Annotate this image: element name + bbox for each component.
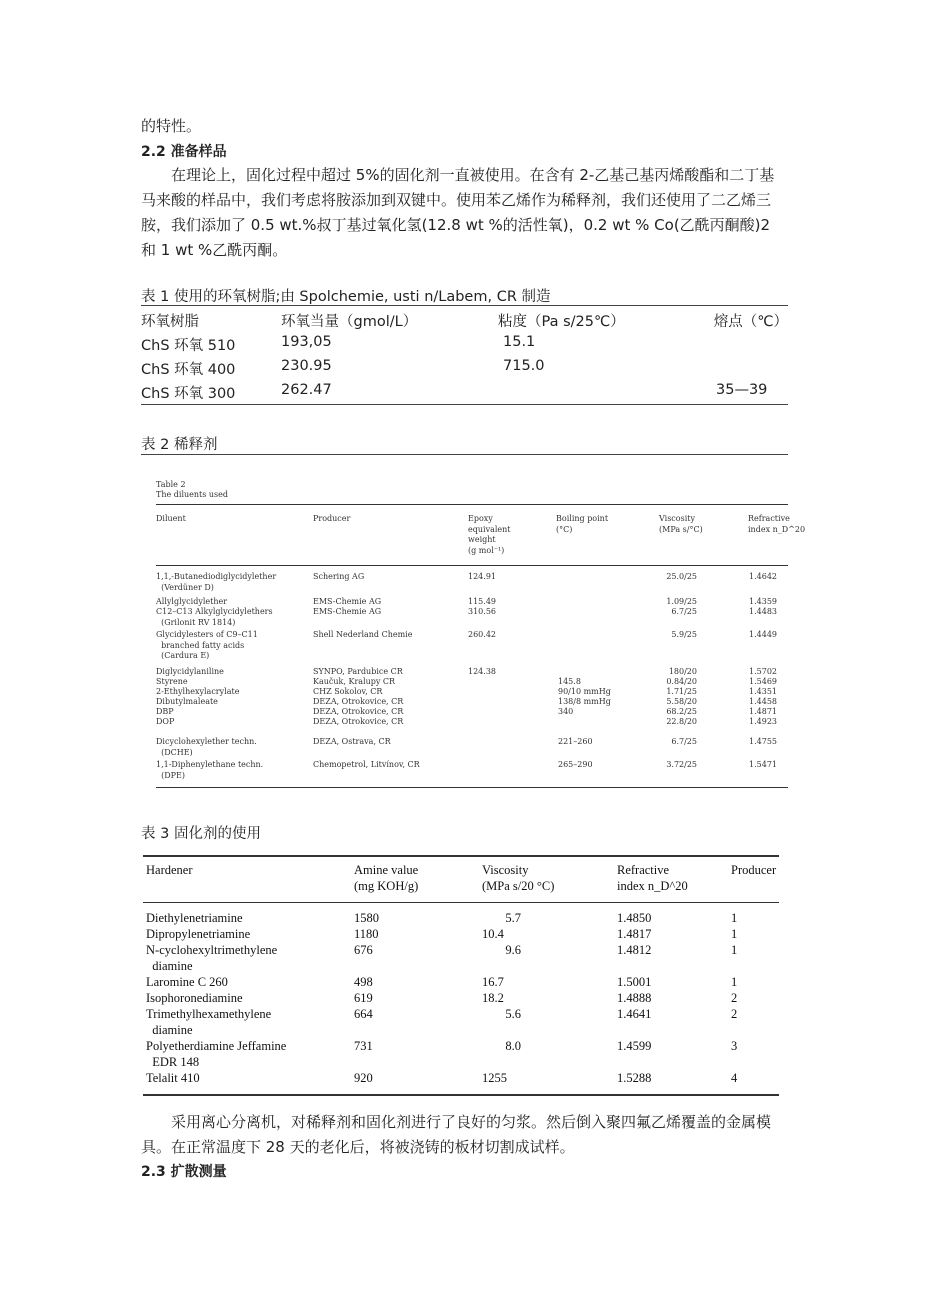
table2-visc-cell: 6.7/25 (671, 607, 697, 616)
table3-amine-cell: 920 (354, 1071, 373, 1085)
table3-ri-cell: 1.4599 (617, 1039, 652, 1053)
table2-visc-cell: 6.7/25 (671, 737, 697, 746)
table2-bp-cell: 221–260 (558, 737, 593, 746)
table2-bp-cell: 138/8 mmHg (558, 697, 611, 706)
table3-visc-cell: 16.7 (482, 975, 504, 989)
table2-producer-cell: Kaučuk, Kralupy CR (313, 677, 396, 686)
table3-hardener-cell: Diethylenetriamine (146, 911, 243, 925)
table1-cell: ChS 环氧 510 (141, 338, 236, 354)
table3-visc-cell: 5.6 (505, 1007, 521, 1021)
table1-cell: 230.95 (281, 358, 332, 374)
table2-bottom-rule (156, 787, 788, 788)
table3-amine-cell: 1580 (354, 911, 379, 925)
table2-bp-cell: 265–290 (558, 760, 593, 769)
table3-caption: 表 3 固化剂的使用 (141, 826, 261, 842)
table3-visc-cell: 9.6 (505, 943, 521, 957)
table2-header-cell: Refractive index n_D^20 (748, 514, 806, 534)
table3-hardener-cell: Dipropylenetriamine (146, 927, 251, 941)
table2-header-cell: Producer (313, 514, 351, 523)
table2-ri-cell: 1.4483 (749, 607, 777, 616)
table3-amine-cell: 676 (354, 943, 373, 957)
table3-hardener-cell: Polyetherdiamine Jeffamine EDR 148 (146, 1039, 287, 1069)
table1-top-rule (141, 305, 788, 306)
table3-producer-cell: 2 (731, 991, 738, 1005)
table3-amine-cell: 1180 (354, 927, 379, 941)
table1-cell: ChS 环氧 300 (141, 386, 236, 402)
table2-diluent-cell: Diglycidylaniline (156, 667, 224, 676)
table1-cell: ChS 环氧 400 (141, 362, 236, 378)
table2-ri-cell: 1.4923 (749, 717, 777, 726)
table3-header-cell: Amine value (mg KOH/g) (354, 863, 419, 893)
table2-producer-cell: Schering AG (313, 572, 365, 581)
table3-ri-cell: 1.4812 (617, 943, 652, 957)
after-tables-paragraph: 采用离心分离机，对稀释剂和固化剂进行了良好的匀浆。然后倒入聚四氟乙烯覆盖的金属模具。在正常温度下 28 天的老化后，将被浇铸的板材切割成试样。 (141, 1113, 772, 1156)
table3-visc-cell: 8.0 (505, 1039, 521, 1053)
table3-hardener-cell: Trimethylhexamethylene diamine (146, 1007, 272, 1037)
table3-producer-cell: 4 (731, 1071, 738, 1085)
table2-producer-cell: Shell Nederland Chemie (313, 630, 413, 639)
table2-ri-cell: 1.4359 (749, 597, 777, 606)
table2-ri-cell: 1.4351 (749, 687, 777, 696)
table3-visc-cell: 10.4 (482, 927, 504, 941)
table2-visc-cell: 1.09/25 (666, 597, 697, 606)
table2-diluent-cell: Allylglycidylether (156, 597, 228, 606)
table1-cell: 262.47 (281, 382, 332, 398)
table3-header-cell: Hardener (146, 863, 193, 877)
table2-producer-cell: DEZA, Ostrava, CR (313, 737, 391, 746)
table2-scan-subtitle: The diluents used (156, 490, 229, 499)
table3-producer-cell: 2 (731, 1007, 738, 1021)
table2-visc-cell: 0.84/20 (666, 677, 697, 686)
table2-producer-cell: Chemopetrol, Litvínov, CR (313, 760, 420, 769)
table2-producer-cell: DEZA, Otrokovice, CR (313, 697, 404, 706)
table2-ri-cell: 1.4755 (749, 737, 777, 746)
table2-visc-cell: 25.0/25 (666, 572, 697, 581)
table2-visc-cell: 3.72/25 (666, 760, 697, 769)
table1-header-cell: 环氧当量（gmol/L） (281, 314, 418, 330)
table2-ri-cell: 1.4458 (749, 697, 777, 706)
table2-producer-cell: DEZA, Otrokovice, CR (313, 717, 404, 726)
table2-producer-cell: SYNPO, Pardubice CR (313, 667, 403, 676)
table2-ri-cell: 1.5469 (749, 677, 777, 686)
table3-hardener-cell: Isophoronediamine (146, 991, 243, 1005)
table2-caption-rule (141, 454, 788, 455)
table1-caption: 表 1 使用的环氧树脂;由 Spolchemie, usti n/Labem, CR 制造 (141, 289, 551, 305)
table2-header-cell: Diluent (156, 514, 186, 523)
table2-header-cell: Boiling point (°C) (556, 514, 609, 534)
table2-producer-cell: DEZA, Otrokovice, CR (313, 707, 404, 716)
table3-ri-cell: 1.4850 (617, 911, 652, 925)
table3-hardener-cell: N-cyclohexyltrimethylene diamine (146, 943, 278, 973)
table3-header-cell: Viscosity (MPa s/20 °C) (482, 863, 555, 893)
table3-producer-cell: 3 (731, 1039, 738, 1053)
table2-diluent-cell: Glycidylesters of C9–C11 branched fatty acids (Cardura E) (156, 630, 258, 660)
table2-epoxy-cell: 260.42 (468, 630, 496, 639)
table2-visc-cell: 180/20 (668, 667, 697, 676)
table1-cell: 15.1 (503, 334, 536, 350)
table2-header-rule (156, 565, 788, 566)
table2-diluent-cell: C12–C13 Alkylglycidylethers (Grilonit RV 1814) (156, 607, 273, 627)
table3-hardener-cell: Telalit 410 (146, 1071, 200, 1085)
table3-hardener-cell: Laromine C 260 (146, 975, 228, 989)
table2-header-cell: Viscosity (MPa s/°C) (659, 514, 703, 534)
table3-bottom-rule (143, 1094, 779, 1096)
section-heading-2-3: 2.3 扩散测量 (141, 1164, 227, 1180)
table1-cell: 193,05 (281, 334, 332, 350)
table2-visc-cell: 22.8/20 (666, 717, 697, 726)
table3-ri-cell: 1.4888 (617, 991, 652, 1005)
table3-header-cell: Producer (731, 863, 777, 877)
table3-ri-cell: 1.5001 (617, 975, 652, 989)
table3-ri-cell: 1.4817 (617, 927, 652, 941)
section-2-2-paragraph: 在理论上，固化过程中超过 5%的固化剂一直被使用。在含有 2-乙基己基丙烯酸酯和二丁基马来酸的样品中，我们考虑将胺添加到双键中。使用苯乙烯作为稀释剂，我们还使用了二乙烯三胺，我们添加了 0.5 wt.%叔丁基过氧化氢(12.8 wt %的活性氧)，0.2 wt % Co(乙酰丙酮酸)2 和 1 wt %乙酰丙酮。 (141, 166, 775, 259)
table2-producer-cell: CHZ Sokolov, CR (313, 687, 383, 696)
table2-bp-cell: 340 (558, 707, 574, 716)
table2-bp-cell: 90/10 mmHg (558, 687, 611, 696)
table2-header-cell: Epoxy equivalent weight (g mol⁻¹) (468, 514, 511, 555)
table2-ri-cell: 1.5702 (749, 667, 777, 676)
table2-visc-cell: 5.9/25 (671, 630, 697, 639)
table2-ri-cell: 1.4642 (749, 572, 777, 581)
table2-visc-cell: 68.2/25 (666, 707, 697, 716)
table2-epoxy-cell: 115.49 (468, 597, 496, 606)
table2-top-rule (156, 504, 788, 505)
table2-epoxy-cell: 310.56 (468, 607, 496, 616)
table2-visc-cell: 5.58/20 (666, 697, 697, 706)
table3-top-rule (143, 855, 779, 857)
table3-visc-cell: 18.2 (482, 991, 504, 1005)
table2-diluent-cell: DBP (156, 707, 174, 716)
table2-diluent-cell: 1,1-Diphenylethane techn. (DPE) (156, 760, 264, 780)
table3-producer-cell: 1 (731, 927, 738, 941)
table1-bottom-rule (141, 404, 788, 405)
table2-bp-cell: 145.8 (558, 677, 581, 686)
table2-scan-title: Table 2 (156, 480, 186, 489)
table2-ri-cell: 1.4449 (749, 630, 777, 639)
table3-visc-cell: 5.7 (505, 911, 521, 925)
table2-diluent-cell: Styrene (156, 677, 188, 686)
table2-diluent-cell: Dibutylmaleate (156, 697, 218, 706)
table1-cell: 715.0 (503, 358, 545, 374)
table2-diluent-cell: DOP (156, 717, 175, 726)
table3-amine-cell: 731 (354, 1039, 373, 1053)
table3-producer-cell: 1 (731, 975, 738, 989)
table1-header-cell: 熔点（℃） (713, 314, 788, 330)
table2-diluent-cell: 1,1,-Butanediodiglycidylether (Verdüner D) (156, 572, 277, 592)
table1-header-cell: 环氧树脂 (141, 314, 199, 330)
table2-ri-cell: 1.5471 (749, 760, 777, 769)
table2-caption: 表 2 稀释剂 (141, 437, 218, 453)
table2-ri-cell: 1.4871 (749, 707, 777, 716)
table1-header-cell: 粘度（Pa s/25℃） (498, 314, 625, 330)
table3-header-cell: Refractive index n_D^20 (617, 863, 688, 893)
table3-amine-cell: 664 (354, 1007, 373, 1021)
table2-visc-cell: 1.71/25 (666, 687, 697, 696)
table2-diluent-cell: Dicyclohexylether techn. (DCHE) (156, 737, 257, 757)
table3-ri-cell: 1.5288 (617, 1071, 652, 1085)
intro-fragment: 的特性。 (141, 117, 202, 135)
table3-header-rule (143, 902, 779, 903)
table1-cell: 35—39 (716, 382, 768, 398)
table2-epoxy-cell: 124.91 (468, 572, 496, 581)
table2-producer-cell: EMS-Chemie AG (313, 607, 382, 616)
section-heading-2-2: 2.2 准备样品 (141, 144, 227, 160)
table3-visc-cell: 1255 (482, 1071, 507, 1085)
table3-producer-cell: 1 (731, 943, 738, 957)
table3-ri-cell: 1.4641 (617, 1007, 652, 1021)
table3-producer-cell: 1 (731, 911, 738, 925)
table3-amine-cell: 619 (354, 991, 373, 1005)
table2-epoxy-cell: 124.38 (468, 667, 496, 676)
table2-diluent-cell: 2-Ethylhexylacrylate (156, 687, 240, 696)
table2-producer-cell: EMS-Chemie AG (313, 597, 382, 606)
table3-amine-cell: 498 (354, 975, 373, 989)
